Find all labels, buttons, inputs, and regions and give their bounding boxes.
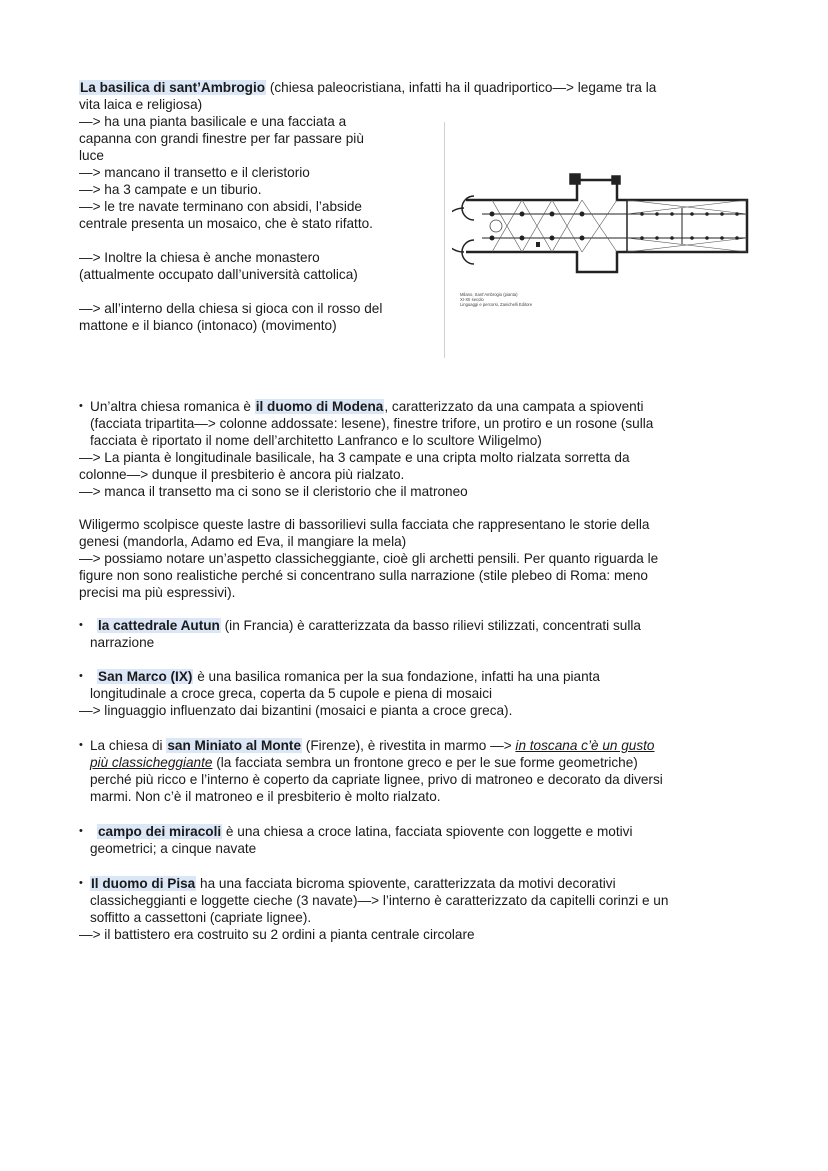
text-line: • la cattedrale Autun (in Francia) è caratterizzata da basso rilievi stilizzati, concentrati sulla <box>98 618 641 633</box>
highlight-title: la cattedrale Autun <box>98 618 220 633</box>
highlight-title: Il duomo di Pisa <box>91 876 196 891</box>
text-line: —> ha 3 campate e un tiburio. <box>79 182 262 197</box>
text-line: narrazione <box>90 635 155 650</box>
text-line: (facciata tripartita—> colonne addossate: lesene), finestre trifore, un protiro e un rosone (sulla <box>90 416 654 431</box>
text-line: La basilica di sant’Ambrogio (chiesa paleocristiana, infatti ha il quadriportico—> legame tra la <box>80 80 657 95</box>
list-item <box>79 668 600 702</box>
highlight-title: il duomo di Modena <box>255 399 384 414</box>
text-line: —> all’interno della chiesa si gioca con il rosso del <box>79 301 383 316</box>
text-line: —> Inoltre la chiesa è anche monastero <box>79 250 320 265</box>
text-line: vita laica e religiosa) <box>79 97 203 112</box>
text-line: perché più ricco e l’interno è coperto da capriate lignee, privo di matroneo e decorato da diversi <box>90 772 663 787</box>
vertical-divider <box>444 122 445 358</box>
text-line: • campo dei miracoli è una chiesa a croce latina, facciata spiovente con loggette e motivi <box>98 824 633 839</box>
text-line: —> ha una pianta basilicale e una facciata a <box>79 114 347 129</box>
list-item <box>79 875 668 926</box>
text-line: —> linguaggio influenzato dai bizantini (mosaici e pianta a croce greca). <box>79 703 513 718</box>
list-item <box>79 617 641 651</box>
text-line: —> possiamo notare un’aspetto classicheggiante, cioè gli archetti pensili. Per quanto riguarda le <box>79 551 659 566</box>
text-line: genesi (mandorla, Adamo ed Eva, il mangiare la mela) <box>79 534 407 549</box>
list-item <box>79 823 632 857</box>
section-duomo-modena <box>79 398 653 500</box>
list-item <box>79 737 663 805</box>
text-line: longitudinale a croce greca, coperta da 5 cupole e piena di mosaici <box>90 686 493 701</box>
text-line: colonne—> dunque il presbiterio è ancora più rialzato. <box>79 467 405 482</box>
text-line: soffitto a cassettoni (capriate lignee). <box>90 910 312 925</box>
text-line: figure non sono realistiche perché si concentrano sulla narrazione (stile plebeo di Roma: meno <box>79 568 648 583</box>
list-item <box>79 398 653 449</box>
section-campo-miracoli <box>79 823 632 857</box>
text-line: —> La pianta è longitudinale basilicale, ha 3 campate e una cripta molto rialzata sorretta da <box>79 450 630 465</box>
section-wiligelmo <box>79 516 658 601</box>
highlight-title: San Marco (IX) <box>98 669 193 684</box>
text-line: • Un’altra chiesa romanica è il duomo di Modena, caratterizzato da una campata a spioventi <box>90 399 644 414</box>
text-line: facciata è riportato il nome dell’architetto Lanfranco e lo scultore Wiligelmo) <box>90 433 542 448</box>
section-autun <box>79 617 641 651</box>
floor-plan-image <box>452 170 752 288</box>
text-line: più classicheggiante (la facciata sembra un frontone greco e per le sue forme geometriche) <box>90 755 638 770</box>
text-line: geometrici; a cinque navate <box>90 841 257 856</box>
section-duomo-pisa <box>79 875 668 943</box>
section-san-miniato <box>79 737 663 805</box>
section-san-marco <box>79 668 600 719</box>
text-line: • La chiesa di san Miniato al Monte (Firenze), è rivestita in marmo —> in toscana c’è un gusto <box>90 738 655 753</box>
text-line: —> manca il transetto ma ci sono se il cleristorio che il matroneo <box>79 484 468 499</box>
text-line: mattone e il bianco (intonaco) (movimento) <box>79 318 337 333</box>
text-line: capanna con grandi finestre per far passare più <box>79 131 364 146</box>
text-line: centrale presenta un mosaico, che è stato rifatto. <box>79 216 373 231</box>
highlight-title: campo dei miracoli <box>98 824 222 839</box>
highlight-title: san Miniato al Monte <box>167 738 302 753</box>
text-line: Wiligermo scolpisce queste lastre di bassorilievi sulla facciata che rappresentano le storie della <box>79 517 650 532</box>
text-line: luce <box>79 148 104 163</box>
text-line: —> mancano il transetto e il cleristorio <box>79 165 310 180</box>
text-line: • San Marco (IX) è una basilica romanica per la sua fondazione, infatti ha una pianta <box>98 669 600 684</box>
highlight-title: La basilica di sant’Ambrogio <box>80 80 266 95</box>
text-line: marmi. Non c’è il matroneo e il presbiterio è molto rialzato. <box>90 789 441 804</box>
text-line: precisi ma più espressivi). <box>79 585 236 600</box>
text-line: • Il duomo di Pisa ha una facciata bicroma spiovente, caratterizzata da motivi decorativi <box>91 876 616 891</box>
figure-caption: Milano, Sant’Ambrogio (pianta) XI-XII secolo Linguaggi e percorsi, Zanichelli Editore <box>460 292 533 307</box>
text-line: (attualmente occupato dall’università cattolica) <box>79 267 358 282</box>
text-line: classicheggianti e loggette cieche (3 navate)—> l’interno è caratterizzato da capitelli corinzi e un <box>90 893 669 908</box>
text-line: —> le tre navate terminano con absidi, l’abside <box>79 199 362 214</box>
text-line: —> il battistero era costruito su 2 ordini a pianta centrale circolare <box>79 927 475 942</box>
